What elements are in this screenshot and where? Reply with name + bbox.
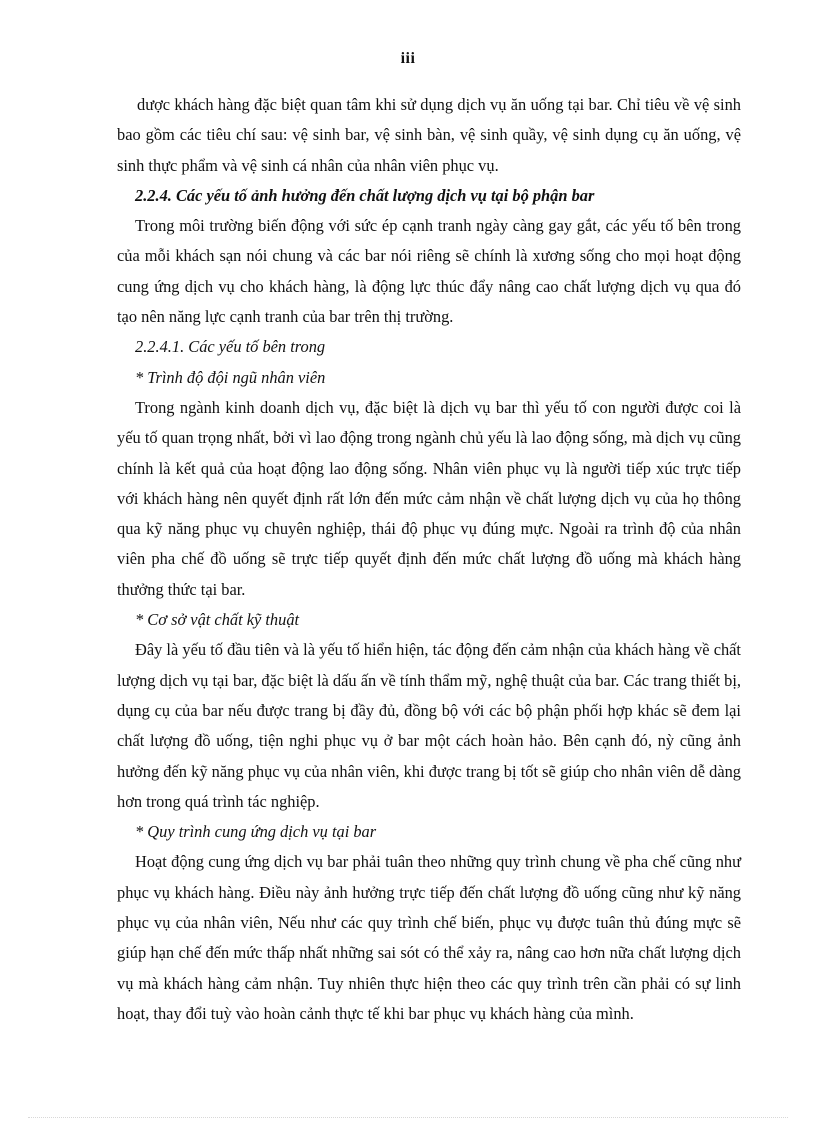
paragraph-staff: Trong ngành kinh doanh dịch vụ, đặc biệt là dịch vụ bar thì yếu tố con người được coi là yếu tố quan trọng nhất, bởi vì lao động trong ngành chủ yếu là lao động sống, mà dịch vụ cũng chính là kết quả của hoạt động lao động sống. Nhân viên phục vụ là người tiếp xúc trực tiếp với khách hàng nên quyết định rất lớn đến mức cảm nhận về chất lượng dịch vụ của họ thông qua kỹ năng phục vụ chuyên nghiệp, thái độ phục vụ đúng mực. Ngoài ra trình độ của nhân viên pha chế đồ uống sẽ trực tiếp quyết định đến mức chất lượng đồ uống mà khách hàng thưởng thức tại bar.	[117, 397, 741, 599]
paragraph-hygiene-continuation: dược khách hàng đặc biệt quan tâm khi sử dụng dịch vụ ăn uống tại bar. Chỉ tiêu về vệ sinh bao gồm các tiêu chí sau: vệ sinh bar, vệ sinh bàn, vệ sinh quầy, vệ sinh dụng cụ ăn uống, vệ sinh thực phẩm và vệ sinh cá nhân của nhân viên phục vụ.	[117, 95, 741, 175]
bottom-divider	[28, 1117, 788, 1118]
section-heading-2-2-4: 2.2.4. Các yếu tố ảnh hưởng đến chất lượng dịch vụ tại bộ phận bar	[135, 185, 595, 205]
paragraph-process: Hoạt động cung ứng dịch vụ bar phải tuân theo những quy trình chung về pha chế cũng như phục vụ khách hàng. Điều này ảnh hưởng trực tiếp đến chất lượng đồ uống cũng như kỹ năng phục vụ của nhân viên, Nếu như các quy trình chế biến, phục vụ được tuân thủ đúng mực sẽ giúp hạn chế đến mức thấp nhất những sai sót có thể xảy ra, nâng cao hơn nữa chất lượng dịch vụ mà khách hàng cảm nhận. Tuy nhiên thực hiện theo các quy trình trên cần phải có sự linh hoạt, thay đổi tuỳ vào hoàn cảnh thực tế khi bar phục vụ khách hàng của mình.	[117, 852, 741, 1023]
bullet-heading-facilities: * Cơ sở vật chất kỹ thuật	[135, 610, 300, 630]
bullet-heading-staff: * Trình độ đội ngũ nhân viên	[135, 367, 326, 387]
paragraph-facilities: Đây là yếu tố đầu tiên và là yếu tố hiển hiện, tác động đến cảm nhận của khách hàng về chất lượng dịch vụ tại bar, đặc biệt là dấu ấn về tính thẩm mỹ, nghệ thuật của bar. Các trang thiết bị, dụng cụ của bar nếu được trang bị đầy đủ, đồng bộ với các bộ phận phối hợp khác sẽ đem lại chất lượng đồ uống, tiện nghi phục vụ ở bar một cách hoàn hảo. Bên cạnh đó, nỳ cũng ảnh hưởng đến kỹ năng phục vụ của nhân viên, khi được trang bị tốt sẽ giúp cho nhân viên dễ dàng hơn trong quá trình tác nghiệp.	[117, 640, 741, 811]
subsection-heading-2-2-4-1: 2.2.4.1. Các yếu tố bên trong	[135, 337, 326, 357]
page-number: iii	[400, 50, 416, 67]
document-body	[117, 90, 741, 1029]
bullet-heading-process: * Quy trình cung ứng dịch vụ tại bar	[135, 822, 377, 842]
paragraph-competition: Trong môi trường biến động với sức ép cạnh tranh ngày càng gay gắt, các yếu tố bên trong của mỗi khách sạn nói chung và các bar nói riêng sẽ chính là xương sống cho mọi hoạt động cung ứng dịch vụ cho khách hàng, là động lực thúc đẩy nâng cao chất lượng dịch vụ qua đó tạo nên năng lực cạnh tranh của bar trên thị trường.	[117, 216, 741, 327]
